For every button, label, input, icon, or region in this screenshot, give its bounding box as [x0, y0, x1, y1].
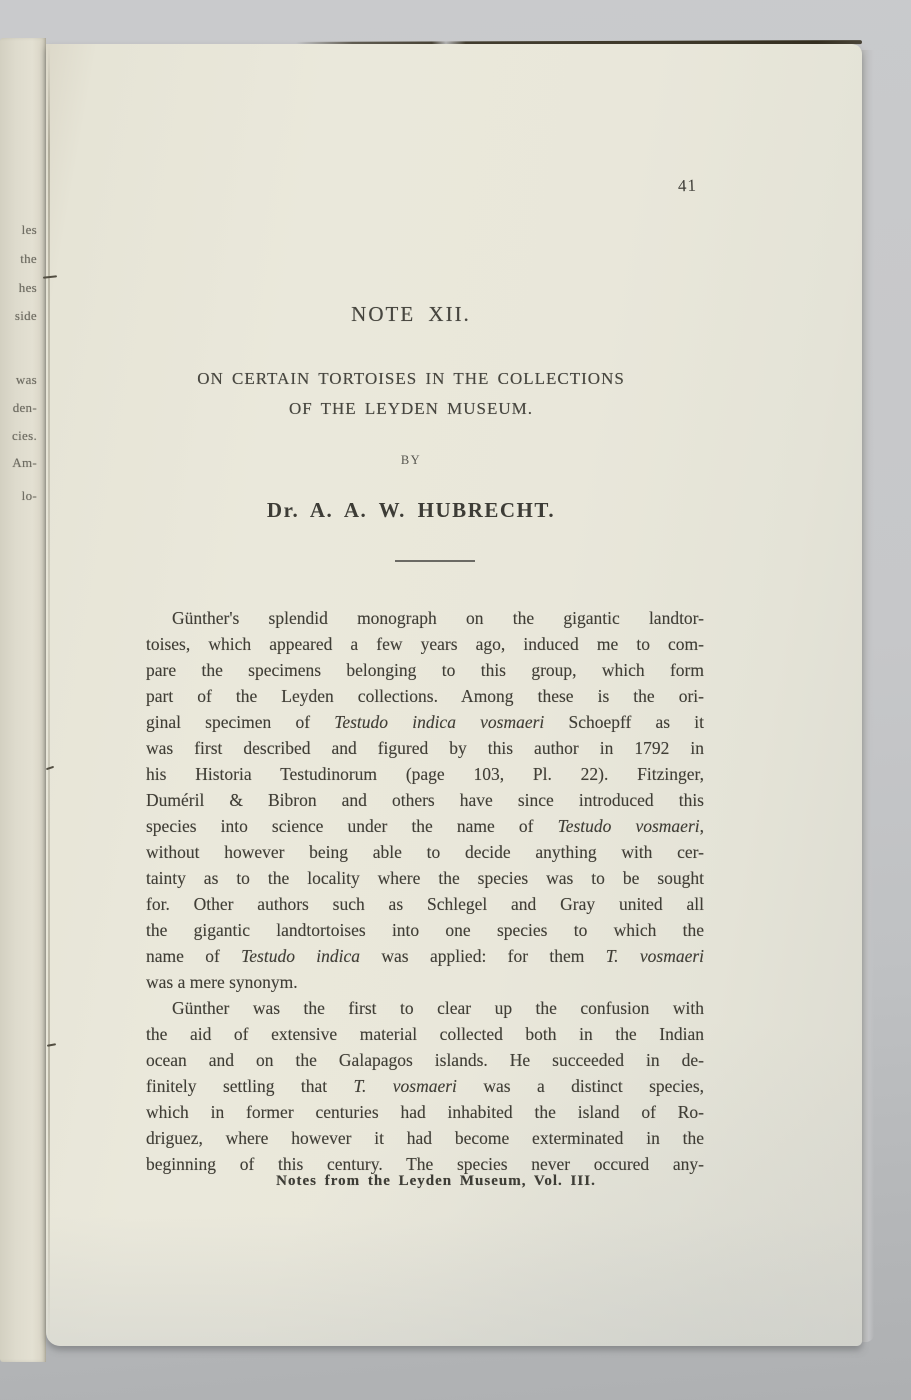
book-page [46, 44, 862, 1346]
body-text-segment: his Historia Testudinorum (page 103, Pl. 22). Fitzinger, [146, 764, 704, 784]
body-text-segment: Günther was the first to clear up the confusion with [172, 998, 704, 1018]
page-footer: Notes from the Leyden Museum, Vol. III. [276, 1173, 596, 1189]
body-text-segment: was applied: for them [360, 946, 606, 966]
previous-page-text-fragment: les [21, 222, 37, 237]
previous-page-text-fragment: hes [18, 280, 37, 295]
body-text-segment: Günther's splendid monograph on the gigantic landtor- [172, 608, 704, 628]
body-text-segment: ginal specimen of [146, 712, 335, 732]
body-text-segment: pare the specimens belonging to this group, which form [146, 660, 704, 680]
body-text-segment: part of the Leyden collections. Among these is the ori- [146, 686, 704, 706]
note-subtitle-line1: ON CERTAIN TORTOISES IN THE COLLECTIONS [197, 369, 625, 388]
note-title: NOTE XII. [351, 302, 471, 326]
body-text-segment: name of [146, 946, 242, 966]
body-line [146, 865, 704, 891]
body-line [146, 943, 704, 969]
body-text-segment: which in former centuries had inhabited the island of Ro- [146, 1102, 704, 1122]
species-name-italic: Testudo vosmaeri [557, 816, 700, 836]
page-number: 41 [677, 175, 698, 196]
body-line [146, 735, 704, 761]
body-line [146, 683, 704, 709]
body-line [146, 839, 704, 865]
body-text-segment: driguez, where however it had become exterminated in the [146, 1128, 704, 1148]
previous-page-text-fragment: den- [12, 400, 37, 415]
body-text-segment: was a mere synonym. [146, 972, 298, 992]
body-line [146, 1125, 704, 1151]
body-line [146, 631, 704, 657]
body-text-segment: the gigantic landtortoises into one species to which the [146, 920, 704, 940]
previous-page-edge [0, 38, 46, 1362]
body-line [146, 761, 704, 787]
body-text [146, 605, 704, 1177]
body-text-segment: for. Other authors such as Schlegel and Gray united all [146, 894, 704, 914]
species-name-italic: T. vosmaeri [353, 1076, 457, 1096]
body-text-segment: without however being able to decide anything with cer- [146, 842, 704, 862]
body-line [146, 813, 704, 839]
body-text-segment: ocean and on the Galapagos islands. He succeeded in de- [146, 1050, 704, 1070]
body-text-segment: the aid of extensive material collected both in the Indian [146, 1024, 704, 1044]
body-line [146, 891, 704, 917]
body-text-segment: toises, which appeared a few years ago, induced me to com- [146, 634, 704, 654]
divider-rule [395, 560, 475, 562]
body-text-segment: finitely settling that [146, 1076, 354, 1096]
species-name-italic: T. vosmaeri [605, 946, 705, 966]
note-subtitle-line2: OF THE LEYDEN MUSEUM. [288, 399, 534, 418]
body-line [146, 657, 704, 683]
body-text-segment: beginning of this century. The species never occured any- [146, 1154, 704, 1174]
body-line [146, 1047, 704, 1073]
previous-page-text-fragment: side [14, 308, 37, 323]
body-line [146, 1099, 704, 1125]
author-name: Dr. A. A. W. HUBRECHT. [266, 498, 556, 522]
body-line [146, 995, 704, 1021]
previous-page-text-fragment: cies. [12, 428, 37, 443]
body-text-segment: species into science under the name of [146, 816, 558, 836]
body-text-segment: tainty as to the locality where the species was to be sought [146, 868, 704, 888]
body-line [146, 605, 704, 631]
previous-page-text-fragment: the [20, 251, 37, 266]
body-text-segment: , [699, 816, 704, 836]
previous-page-text-fragment: Am- [12, 455, 37, 470]
body-line [146, 1073, 704, 1099]
body-line [146, 917, 704, 943]
body-line [146, 709, 704, 735]
body-text-segment: Schoepff as it [544, 712, 704, 732]
previous-page-text-fragment: lo- [21, 488, 37, 503]
body-line [146, 787, 704, 813]
note-subtitle [111, 364, 711, 424]
body-text-segment: Duméril & Bibron and others have since introduced this [146, 790, 704, 810]
body-line [146, 1021, 704, 1047]
species-name-italic: Testudo indica [241, 946, 361, 966]
body-text-segment: was first described and figured by this author in 1792 in [146, 738, 704, 758]
previous-page-text-fragment: was [15, 372, 37, 387]
byline: BY [400, 453, 422, 467]
gutter-shadow [48, 44, 50, 1346]
body-text-segment: was a distinct species, [456, 1076, 705, 1096]
body-line [146, 969, 704, 995]
species-name-italic: Testudo indica vosmaeri [334, 712, 545, 732]
